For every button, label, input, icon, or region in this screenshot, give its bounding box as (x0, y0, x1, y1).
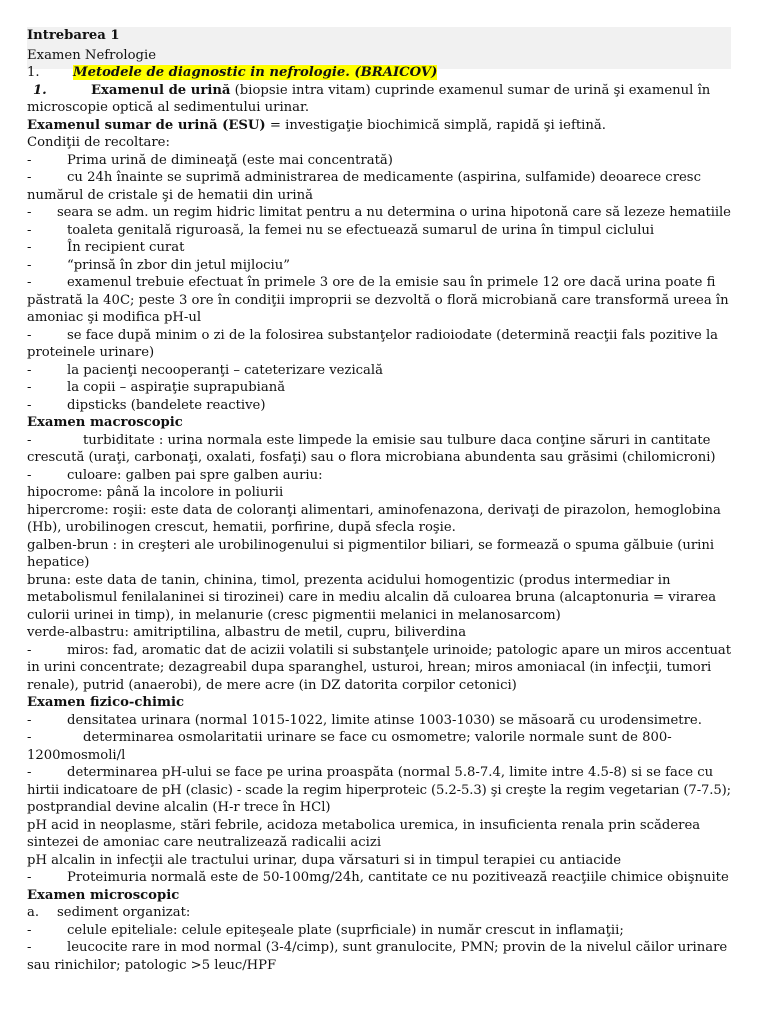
micro-subheading (27, 904, 731, 922)
condition-item-continued: proteinele urinare) (27, 345, 155, 360)
macro-line: bruna: este data de tanin, chinina, timol, prezenta acidului homogentizic (produs intermediar in (27, 572, 671, 588)
bullet-dash: - (27, 712, 32, 728)
section-number: 1. (27, 65, 40, 80)
condition-text: toaleta genitală riguroasă, la femei nu se efectuează sumarul de urina în timpul ciclului (67, 222, 655, 238)
conditions-heading: Condiţii de recoltare: (27, 135, 170, 150)
macro-line: metabolismul fenilalaninei si tirozinei) care in mediu alcalin dă culoarea bruna (alcaptonuria = virarea (27, 590, 717, 605)
condition-item (27, 204, 731, 222)
condition-item (27, 362, 731, 380)
condition-text: seara se adm. un regim hidric limitat pentru a nu determina o urina hipotonă care să lezeze hematiile (57, 205, 731, 220)
macro-item (27, 642, 731, 660)
esu-line (27, 117, 731, 135)
macro-text: miros: fad, aromatic dat de acizii volatili si substanţele urinoide; patologic apare un miros accentuat (67, 642, 731, 658)
physico-line: 1200mosmoli/l (27, 747, 126, 763)
physico-text: determinarea pH-ului se face pe urina proaspăta (normal 5.8-7.4, limite intre 4.5-8) si se face cu (67, 765, 714, 780)
physico-text: determinarea osmolaritatii urinare se face cu osmometre; valorile normale sunt de 800- (83, 730, 672, 745)
macro-text: culoare: galben pai spre galben auriu: (67, 467, 323, 483)
esu-label: Examenul sumar de urină (ESU) (27, 117, 266, 133)
macro-line: hepatice) (27, 555, 90, 570)
physico-item (27, 869, 731, 887)
condition-item (27, 257, 731, 275)
physico-line: pH acid in neoplasme, stări febrile, acidoza metabolica uremica, in insuficienta renala prin scăderea (27, 817, 701, 833)
bullet-dash: - (27, 380, 32, 395)
condition-text: se face după minim o zi de la folosirea substanţelor radioiodate (determină reacţii fals pozitive la (67, 327, 719, 343)
bullet-dash: - (27, 940, 32, 955)
bullet-dash: - (27, 432, 32, 448)
esu-rest: = investigaţie biochimică simplă, rapidă şi ieftină. (265, 117, 606, 133)
physico-item (27, 729, 731, 747)
condition-text: examenul trebuie efectuat în primele 3 ore de la emisie sau în primele 12 ore dacă urina poate fi (67, 275, 716, 290)
micro-sub-label: sediment organizat: (57, 905, 191, 920)
bullet-dash: - (27, 870, 32, 885)
condition-item-continued: amoniac şi modifica pH-ul (27, 310, 202, 325)
condition-text: dipsticks (bandelete reactive) (67, 397, 266, 413)
micro-item (27, 922, 731, 940)
bullet-dash: - (27, 205, 32, 220)
condition-text: “prinsă în zbor din jetul mijlociu” (67, 257, 290, 273)
physico-heading: Examen fizico-chimic (27, 695, 184, 710)
bullet-dash: - (27, 642, 32, 658)
intro-line-1 (27, 82, 731, 100)
bullet-dash: - (27, 240, 32, 255)
micro-sub-letter: a. (27, 905, 40, 920)
condition-text: Prima urină de dimineaţă (este mai concentrată) (67, 152, 393, 168)
macro-line: verde-albastru: amitriptilina, albastru de metil, cupru, biliverdina (27, 625, 467, 640)
macro-line: hipercrome: roşii: este data de coloranţi alimentari, aminofenazona, derivaţi de pirazolon, hemoglobina (27, 502, 721, 518)
macro-line: renale), putrid (anaerobi), de mere acre (in DZ datorita corpilor cetonici) (27, 677, 517, 693)
intro-number: 1. (33, 82, 47, 98)
physico-text: Proteimuria normală este de 50-100mg/24h, cantitate ce nu pozitivează reacţiile chimice obişnuite (67, 870, 729, 885)
bullet-dash: - (27, 467, 32, 483)
exam-title: Examen Nefrologie (27, 47, 157, 63)
condition-item (27, 397, 731, 415)
bullet-dash: - (27, 257, 32, 273)
macro-item (27, 432, 731, 450)
intro-line-2: microscopie optică al sedimentului urinar. (27, 100, 310, 115)
micro-text: celule epiteliale: celule epiteşeale plate (suprficiale) in număr crescut in inflamaţii; (67, 922, 624, 938)
physico-item (27, 764, 731, 782)
condition-item (27, 274, 731, 292)
condition-item (27, 239, 731, 257)
macro-line: galben-brun : in creşteri ale urobilinogenului si pigmentilor biliari, se formează o spuma gălbuie (urini (27, 537, 715, 553)
bullet-dash: - (27, 730, 32, 745)
intro-lead: Examenul de urină (91, 82, 231, 98)
condition-item-continued: numărul de cristale şi de hematii din urină (27, 187, 313, 203)
condition-text: În recipient curat (67, 240, 185, 255)
bullet-dash: - (27, 362, 32, 378)
macro-line: hipocrome: până la incolore in poliurii (27, 485, 284, 500)
bullet-dash: - (27, 152, 32, 168)
bullet-dash: - (27, 222, 32, 238)
macroscopic-heading: Examen macroscopic (27, 415, 183, 430)
condition-item (27, 222, 731, 240)
bullet-dash: - (27, 765, 32, 780)
intro-rest: (biopsie intra vitam) cuprinde examenul sumar de urină şi examenul în (230, 82, 711, 98)
macro-line: crescută (uraţi, carbonaţi, oxalati, fosfaţi) sau o flora microbiana abundenta sau grăsimi (chilomicroni) (27, 450, 716, 465)
macro-item (27, 467, 731, 485)
condition-item (27, 379, 731, 397)
bullet-dash: - (27, 327, 32, 343)
condition-item-continued: păstrată la 40C; peste 3 ore în condiţii improprii se dezvoltă o floră microbiană care transformă ureea în (27, 292, 729, 308)
bullet-dash: - (27, 922, 32, 938)
micro-item (27, 939, 731, 957)
macro-line: (Hb), urobilinogen crescut, hematii, porfirine, după sfecla roşie. (27, 520, 456, 535)
micro-line: sau rinichilor; patologic >5 leuc/HPF (27, 957, 277, 973)
condition-item (27, 152, 731, 170)
physico-item (27, 712, 731, 730)
macro-text: turbiditate : urina normala este limpede la emisie sau tulbure daca conţine săruri in cantitate (83, 432, 711, 448)
section-title (27, 64, 731, 82)
condition-text: la pacienţi necooperanţi – cateterizare vezicală (67, 362, 383, 378)
macro-line: culorii urinei in timp), in melanurie (cresc pigmentii melanici in melanosarcom) (27, 607, 561, 623)
bullet-dash: - (27, 170, 32, 185)
bullet-dash: - (27, 397, 32, 413)
physico-line: pH alcalin in infecţii ale tractului urinar, dupa vărsaturi si in timpul terapiei cu antiacide (27, 852, 622, 868)
bullet-dash: - (27, 275, 32, 290)
micro-text: leucocite rare in mod normal (3-4/cimp), sunt granulocite, PMN; provin de la nivelul căilor urinare (67, 940, 728, 955)
section-title-text: Metodele de diagnostic in nefrologie. (BRAICOV) (73, 65, 438, 80)
microscopic-heading: Examen microscopic (27, 887, 180, 903)
physico-line: sintezei de amoniac care neutralizează radicalii acizi (27, 835, 382, 850)
document-page (27, 27, 731, 974)
condition-text: la copii – aspiraţie suprapubiană (67, 380, 286, 395)
condition-item (27, 327, 731, 345)
macro-line: in urini concentrate; dezagreabil dupa sparanghel, usturoi, hrean; miros amoniacal (in infecţii, tumori (27, 660, 712, 675)
condition-item (27, 169, 731, 187)
physico-line: hirtii indicatoare de pH (clasic) - scade la regim hiperproteic (5.2-5.3) şi creşte la regim vegetarian (7-7.5); (27, 782, 732, 798)
physico-text: densitatea urinara (normal 1015-1022, limite atinse 1003-1030) se măsoară cu urodensimetre. (67, 712, 702, 728)
physico-line: postprandial devine alcalin (H-r trece în HCl) (27, 800, 331, 815)
condition-text: cu 24h înainte se suprimă administrarea de medicamente (aspirina, sulfamide) deoarece cresc (67, 170, 701, 185)
question-title: Intrebarea 1 (27, 28, 120, 43)
